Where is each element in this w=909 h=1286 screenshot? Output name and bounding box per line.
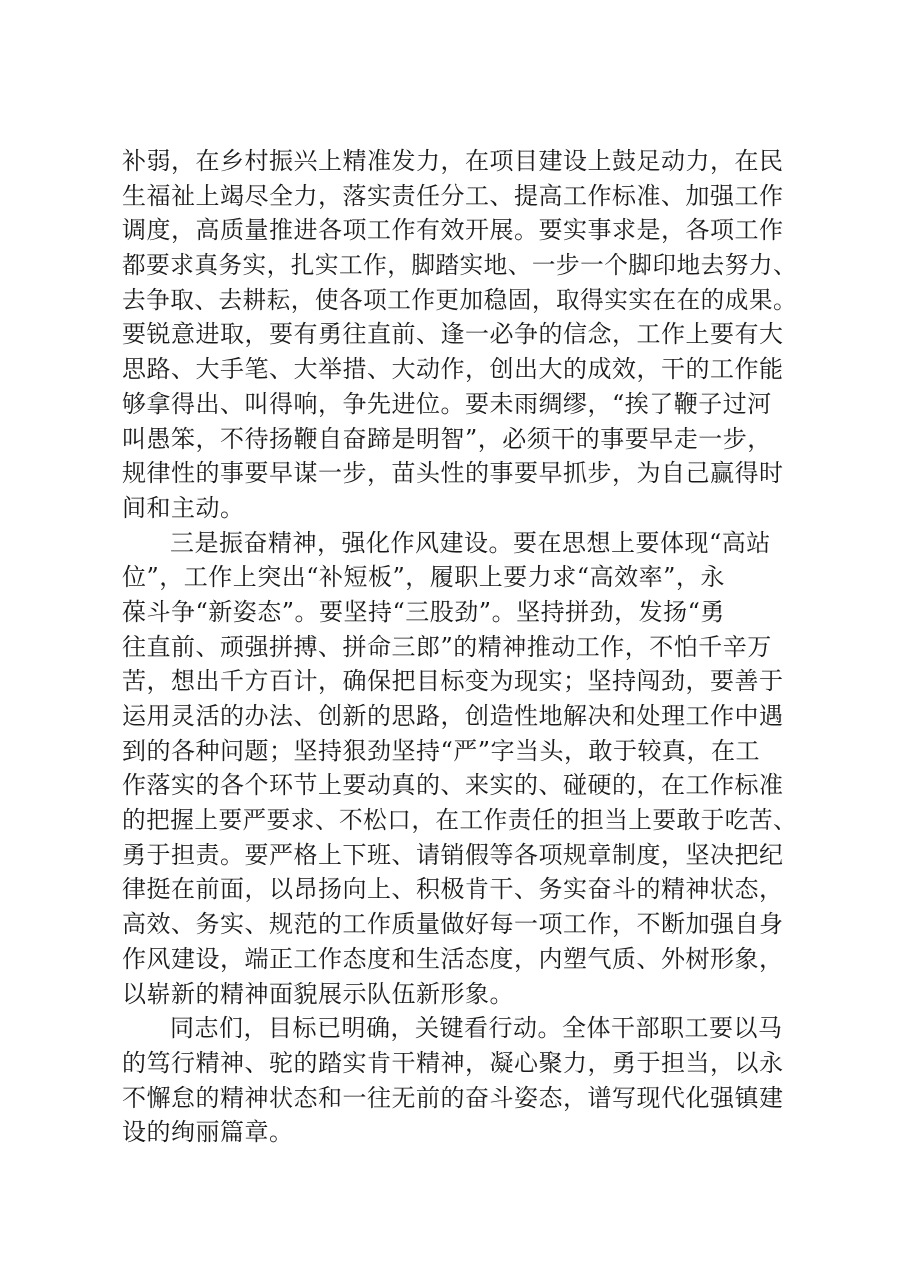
- text-line: 运用灵活的办法、创新的思路，创造性地解决和处理工作中遇: [122, 702, 784, 730]
- text-line: 同志们，目标已明确，关键看行动。全体干部职工要以马: [170, 1014, 783, 1043]
- text-line: 律挺在前面，以昂扬向上、积极肯干、务实奋斗的精神状态，: [122, 875, 784, 904]
- text-line: 设的绚丽篇章。: [122, 1118, 294, 1147]
- text-line: 到的各种问题；坚持狠劲坚持“严”字当头，敢于较真，在工: [122, 736, 761, 765]
- paragraph: [122, 526, 797, 1012]
- text-line: 以崭新的精神面貌展示队伍新形象。: [122, 979, 514, 1008]
- text-line: 葆斗争“新姿态”。要坚持“三股劲”。坚持拼劲，发扬“勇: [122, 597, 725, 626]
- text-line: 叫愚笨，不待扬鞭自奋蹄是明智”，必须干的事要早走一步，: [122, 424, 772, 453]
- text-line: 的笃行精神、驼的踏实肯干精神，凝心聚力，勇于担当，以永: [122, 1048, 784, 1077]
- text-line: 调度，高质量推进各项工作有效开展。要实事求是，各项工作: [122, 216, 784, 245]
- text-line: 位”，工作上突出“补短板”，履职上要力求“高效率”，永: [122, 563, 725, 592]
- text-line: 补弱，在乡村振兴上精准发力，在项目建设上鼓足动力，在民: [122, 147, 784, 175]
- text-line: 勇于担责。要严格上下班、请销假等各项规章制度，坚决把纪: [122, 840, 784, 869]
- text-line: 作风建设，端正工作态度和生活态度，内塑气质、外树形象，: [122, 944, 784, 973]
- paragraph: [122, 144, 797, 526]
- text-line: 去争取、去耕耘，使各项工作更加稳固，取得实实在在的成果。: [122, 285, 798, 314]
- text-line: 够拿得出、叫得响，争先进位。要未雨绸缪，“挨了鞭子过河: [122, 389, 772, 418]
- text-line: 高效、务实、规范的工作质量做好每一项工作，不断加强自身: [122, 910, 784, 939]
- text-line: 往直前、顽强拼搏、拼命三郎”的精神推动工作，不怕千辛万: [122, 632, 772, 661]
- document-body: [122, 144, 797, 1150]
- text-line: 规律性的事要早谋一步，苗头性的事要早抓步，为自己赢得时: [122, 459, 784, 488]
- text-line: 不懈怠的精神状态和一往无前的奋斗姿态，谱写现代化强镇建: [122, 1083, 784, 1112]
- text-line: 生福祉上竭尽全力，落实责任分工、提高工作标准、加强工作: [122, 181, 784, 210]
- text-line: 作落实的各个环节上要动真的、来实的、碰硬的，在工作标准: [122, 771, 784, 800]
- paragraph: [122, 1011, 797, 1150]
- text-line: 的把握上要严要求、不松口，在工作责任的担当上要敢于吃苦、: [122, 806, 798, 835]
- text-line: 都要求真务实，扎实工作，脚踏实地、一步一个脚印地去努力、: [122, 251, 798, 280]
- text-line: 思路、大手笔、大举措、大动作，创出大的成效，干的工作能: [122, 355, 784, 384]
- text-line: 间和主动。: [122, 493, 245, 522]
- text-line: 要锐意进取，要有勇往直前、逢一必争的信念，工作上要有大: [122, 320, 784, 349]
- text-line: 三是振奋精神，强化作风建设。要在思想上要体现“高站: [170, 528, 771, 557]
- text-line: 苦，想出千方百计，确保把目标变为现实；坚持闯劲，要善于: [122, 667, 784, 696]
